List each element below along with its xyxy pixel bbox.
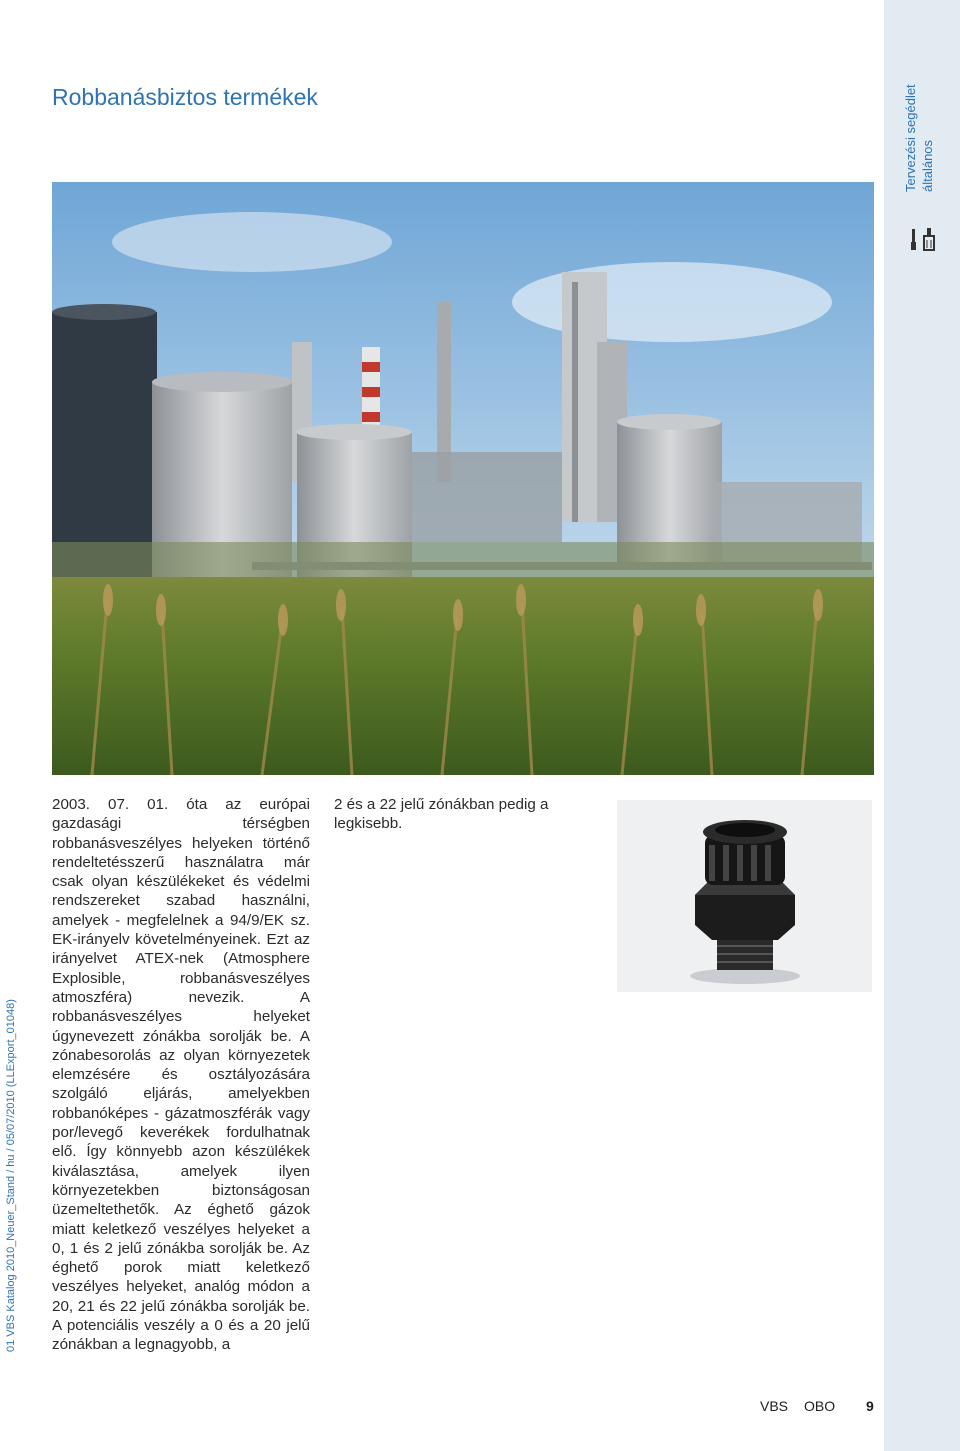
refinery-photo	[52, 182, 874, 775]
sidebar-band	[884, 0, 960, 1451]
footer-brand-vbs: VBS	[760, 1398, 789, 1414]
sidebar-label-2: általános	[920, 139, 935, 192]
body-text-column-2: 2 és a 22 jelű zónákban pedig a legkisebb.	[334, 796, 549, 833]
footer-brand-obo: OBO	[804, 1398, 836, 1414]
tools-icon	[908, 226, 936, 252]
body-text-column-1: 2003. 07. 01. óta az európai gazdasági térségben robbanásveszélyes helyeken történő rendeltetésszerű használatra már csak olyan készülékeket és védelmi rendszereket szabad használni, amelyek - megfelelnek a 94/9/EK sz. EK-irányelv követelményeinek. Ezt az irányelvet ATEX-nek (Atmosphere Explosible, robbanásveszélyes atmoszféra) nevezik. A robbanásveszélyes helyeket úgynevezett zónákba sorolják be. A zónabesorolás az olyan környezetek elemzésére és osztályozására szolgáló eljárás, amelyekben robbanóképes - gázatmoszférák vagy por/levegő keverékek fordulhatnak elő. Így könnyebb azon készülékek kiválasztása, amelyek ilyen környezetekben biztonságosan üzemeltethetők. Az éghető gázok miatt keletkező veszélyes helyeket a 0, 1 és 2 jelű zónákba sorolják be. Az éghető porok miatt keletkező veszélyes helyeket, analóg módon a 20, 21 és 22 jelű zónákba sorolják be. A potenciális veszély a 0 és a 20 jelű zónákban a legnagyobb, a	[52, 796, 310, 1354]
page-title: Robbanásbiztos termékek	[52, 84, 318, 110]
page-number: 9	[866, 1398, 874, 1414]
catalog-reference: 01 VBS Katalog 2010_Neuer_Stand / hu / 05/07/2010 (LLExport_01048)	[5, 999, 17, 1352]
cable-gland-photo	[617, 800, 872, 992]
sidebar-label-1: Tervezési segédlet	[903, 84, 918, 192]
